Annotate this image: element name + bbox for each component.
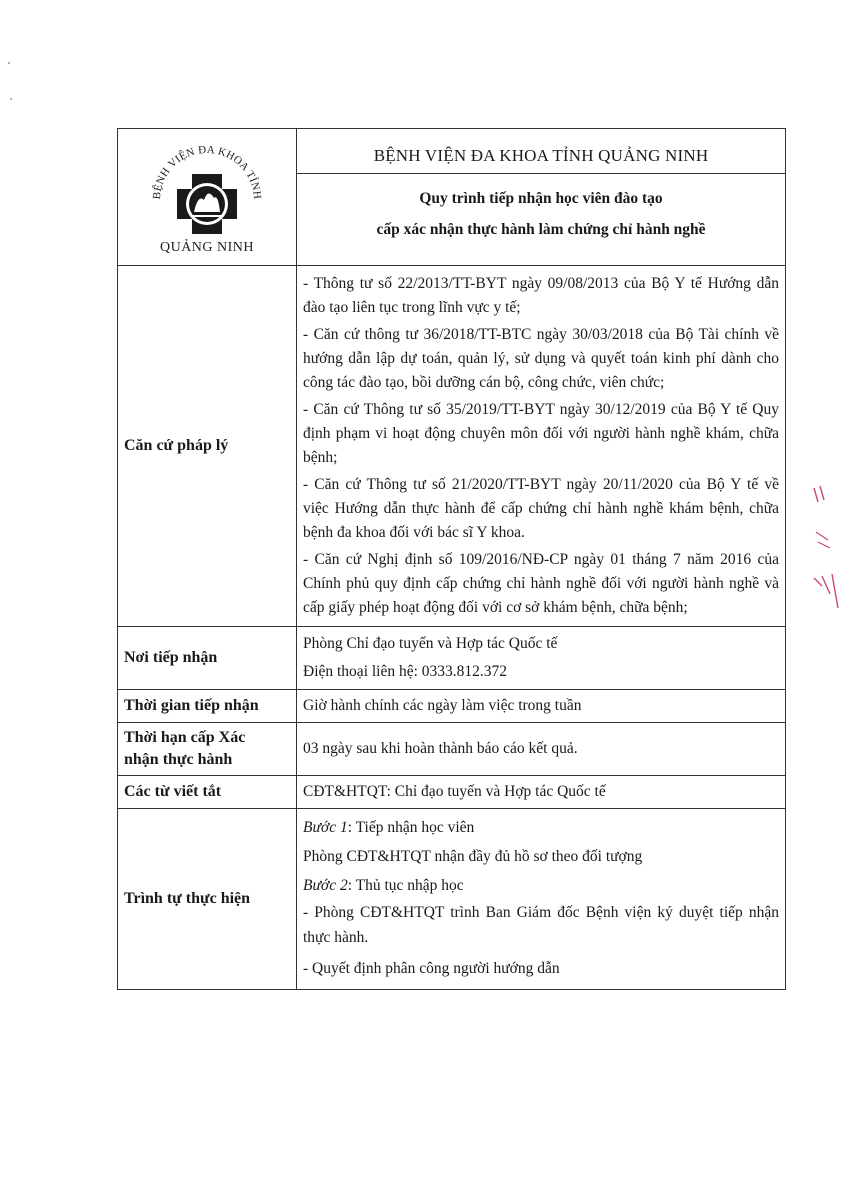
place-office: Phòng Chỉ đạo tuyến và Hợp tác Quốc tế [303,635,558,652]
step-2-text: : Thủ tục nhập học [347,877,464,894]
scan-speck [10,98,12,100]
step-2 [303,871,779,900]
step-1-text: : Tiếp nhận học viên [347,819,475,836]
title-line-1: Quy trình tiếp nhận học viên đào tạo [419,189,663,207]
step-1 [303,813,779,842]
place-phone: Điện thoại liên hệ: 0333.812.372 [303,663,508,680]
step-2-item-2: - Quyết định phân công người hướng dẫn [303,960,560,977]
legal-item-5: - Căn cứ Nghị định số 109/2016/NĐ-CP ngày 01 tháng 7 năm 2016 của Chính phủ quy định cấp chứng chỉ hành nghề đối với người hành nghề và cấp giấy phép hoạt động đối với cơ sở khám bệnh, chữa bệnh; [303,551,779,616]
legal-item-1: - Thông tư số 22/2013/TT-BYT ngày 09/08/2013 của Bộ Y tế Hướng dẫn đào tạo liên tục trong lĩnh vực y tế; [303,275,779,316]
step-2-label: Bước 2 [303,877,348,894]
legal-item-3: - Căn cứ Thông tư số 35/2019/TT-BYT ngày 30/12/2019 của Bộ Y tế Quy định phạm vi hoạt động chuyên môn đối với người hành nghề khám, chữa bệnh; [303,401,779,466]
deadline-label-line-2: nhận thực hành [124,751,233,768]
logo-arc-text: BỆNH VIỆN ĐA KHOA TỈNH [150,143,264,200]
place-label: Nơi tiếp nhận [118,627,297,690]
abbrev-label: Các từ viết tắt [118,776,297,809]
procedure-table [117,128,786,990]
abbrev-row [118,776,786,809]
step-1-detail: Phòng CĐT&HTQT nhận đầy đủ hồ sơ theo đối tượng [303,848,643,865]
legal-item-2: - Căn cứ thông tư 36/2018/TT-BTC ngày 30/03/2018 của Bộ Tài chính về hướng dẫn lập dự toán, quản lý, sử dụng và quyết toán kinh phí dành cho công tác đào tạo, bồi dưỡng cán bộ, công chức, viên chức; [303,326,779,391]
deadline-value: 03 ngày sau khi hoàn thành báo cáo kết quả. [297,723,786,776]
title-line-2: cấp xác nhận thực hành làm chứng chỉ hành nghề [376,220,706,238]
scan-speck [8,62,10,64]
margin-stamp-marks-icon [808,478,842,628]
deadline-row [118,723,786,776]
place-content [297,627,786,690]
header-row [118,129,786,266]
hospital-logo-icon [142,134,272,260]
logo-cell [118,129,297,266]
abbrev-value: CĐT&HTQT: Chỉ đạo tuyến và Hợp tác Quốc tế [297,776,786,809]
step-1-label: Bước 1 [303,819,348,836]
procedure-row [118,809,786,990]
document-title [297,174,785,255]
step-2-item-1: - Phòng CĐT&HTQT trình Ban Giám đốc Bệnh viện ký duyệt tiếp nhận thực hành. [303,904,779,946]
time-label: Thời gian tiếp nhận [118,690,297,723]
hospital-name: BỆNH VIỆN ĐA KHOA TỈNH QUẢNG NINH [297,140,785,174]
deadline-label [118,723,297,776]
header-cell [297,129,786,266]
time-row [118,690,786,723]
legal-content [297,266,786,627]
time-value: Giờ hành chính các ngày làm việc trong tuần [297,690,786,723]
procedure-label: Trình tự thực hiện [118,809,297,990]
procedure-content [297,809,786,990]
place-row [118,627,786,690]
legal-item-4: - Căn cứ Thông tư số 21/2020/TT-BYT ngày 20/11/2020 của Bộ Y tế về việc Hướng dẫn thực hành để cấp chứng chỉ hành nghề khám bệnh, chữa bệnh đa khoa đối với bác sĩ Y khoa. [303,476,779,541]
deadline-label-line-1: Thời hạn cấp Xác [124,729,246,746]
legal-label: Căn cứ pháp lý [118,266,297,627]
legal-row [118,266,786,627]
logo-bottom-text: QUẢNG NINH [159,240,255,255]
